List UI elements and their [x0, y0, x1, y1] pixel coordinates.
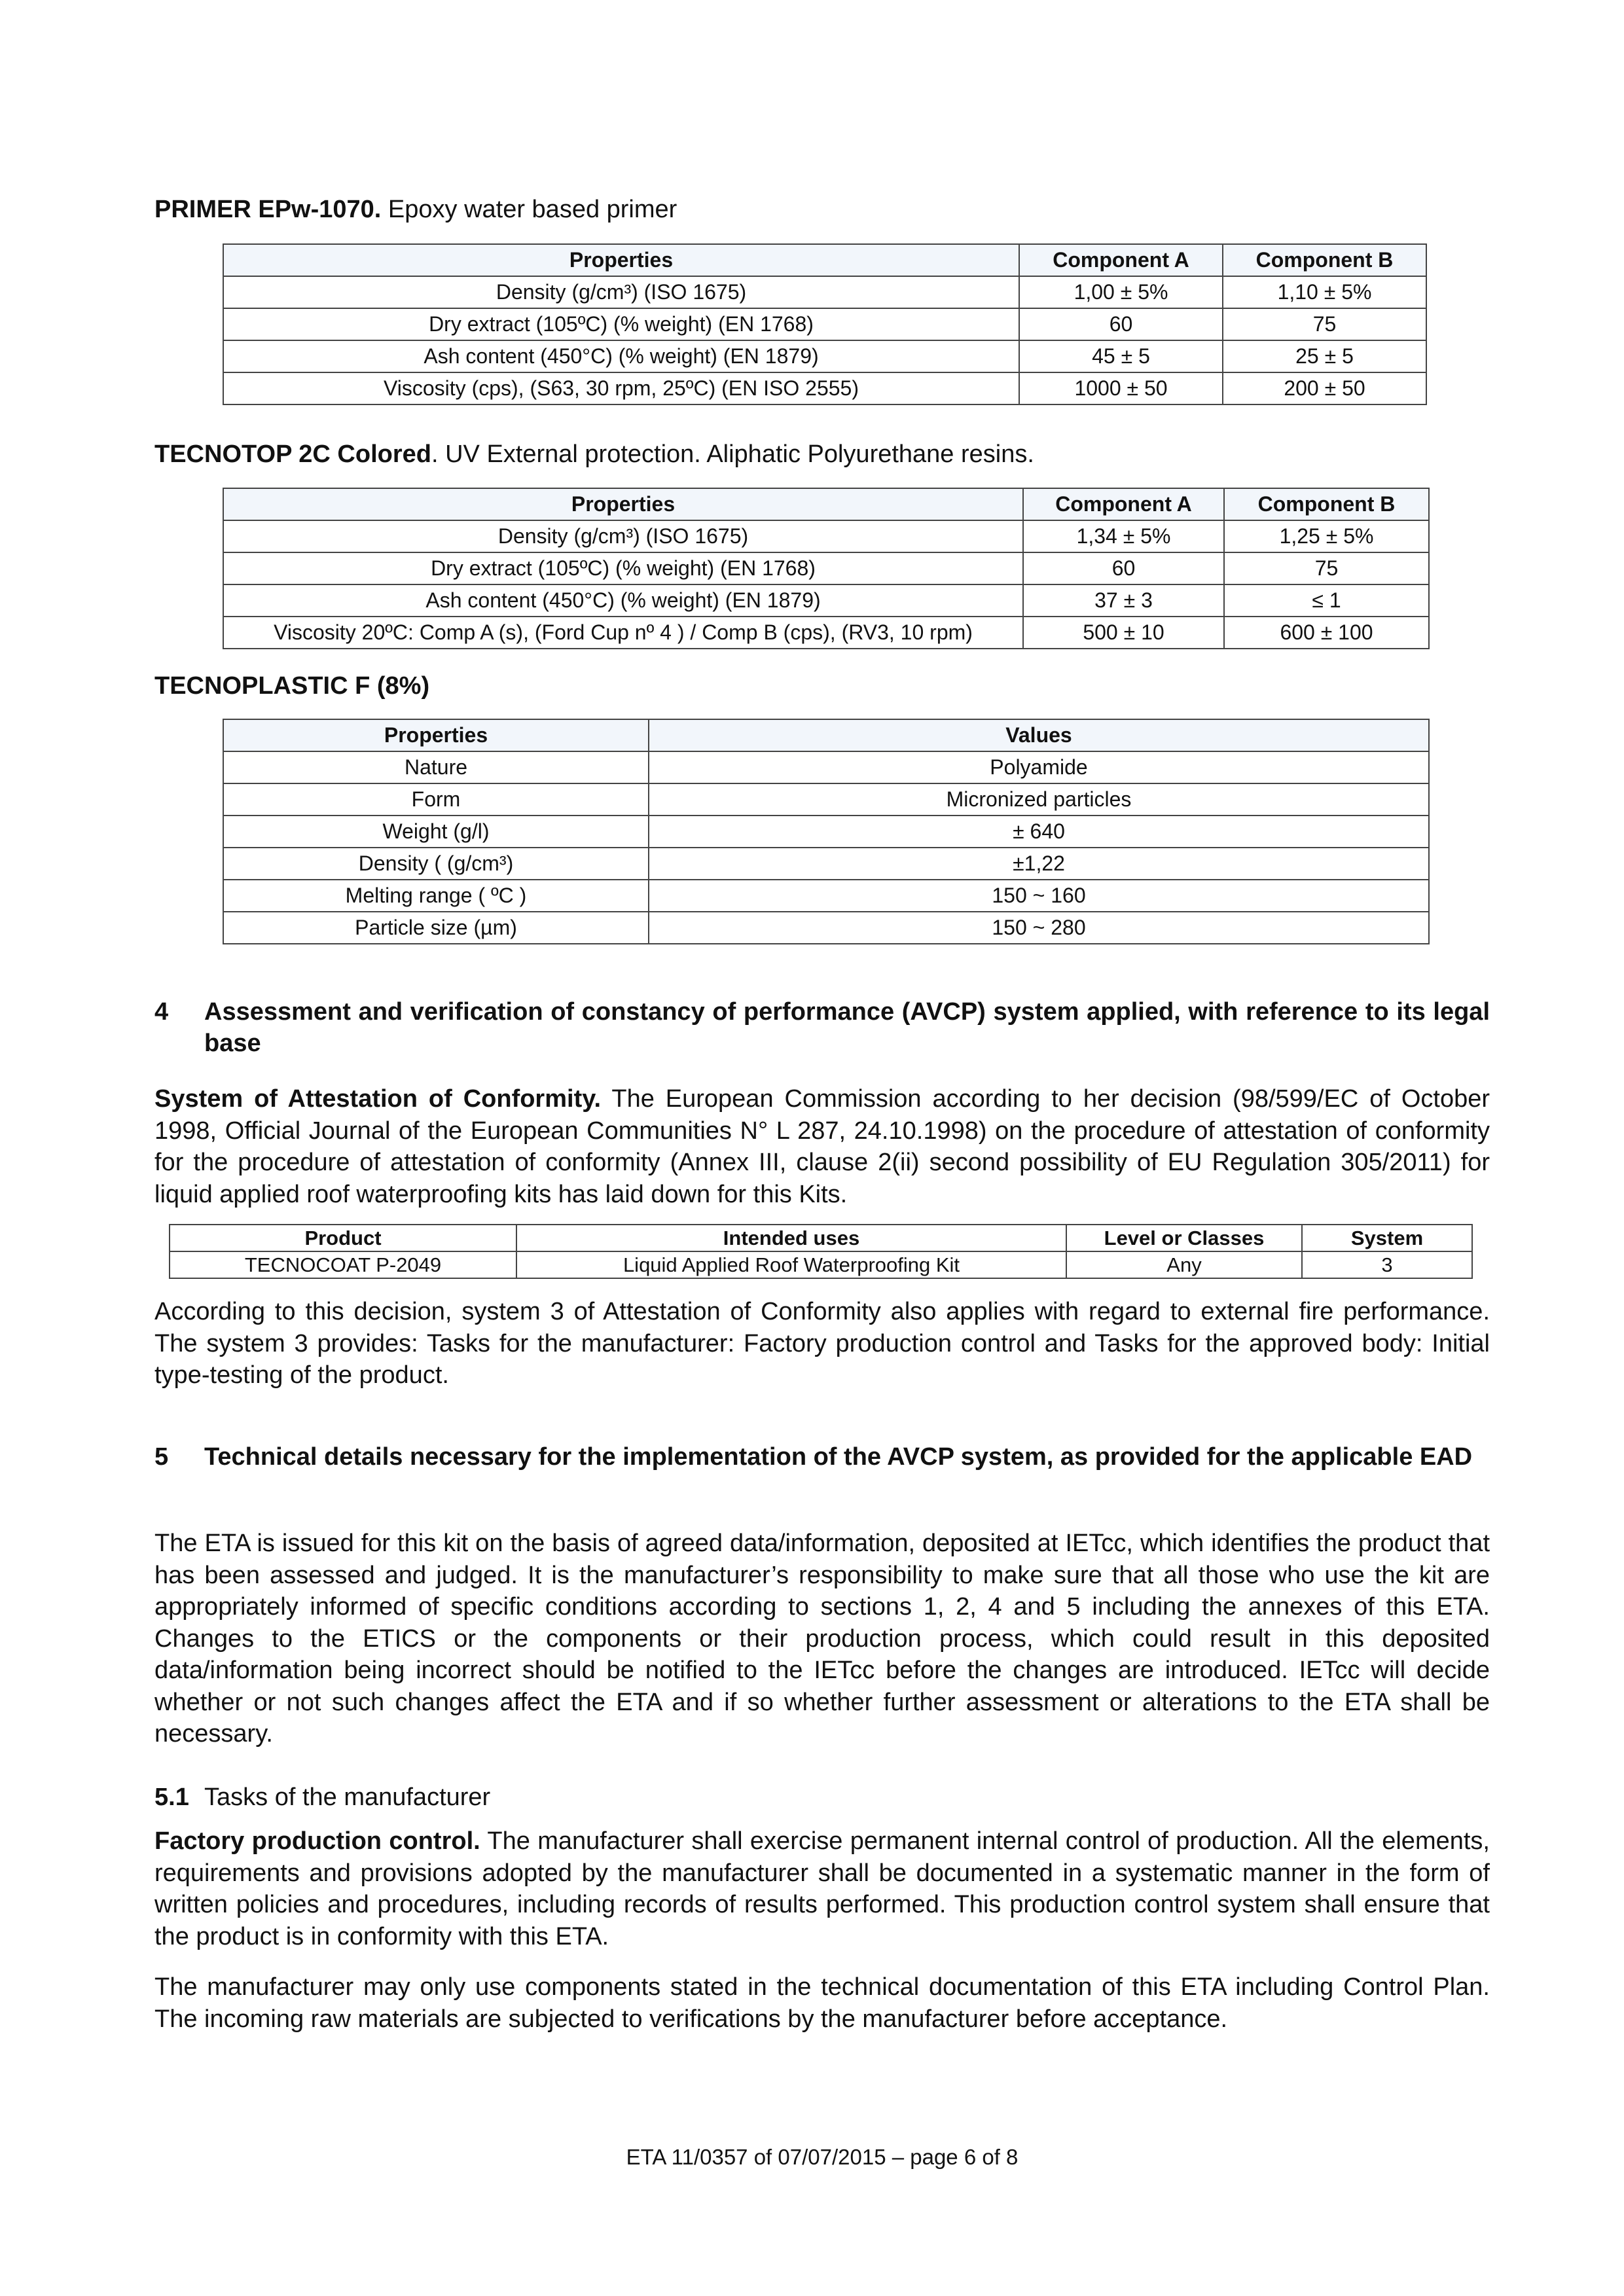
table-cell: Density (g/cm³) (ISO 1675) — [223, 520, 1023, 552]
section-5-heading — [154, 1441, 1490, 1507]
table-cell: 600 ± 100 — [1224, 617, 1429, 649]
table-header: System — [1302, 1225, 1472, 1251]
subsection-number: 5.1 — [154, 1784, 189, 1811]
table-header: Properties — [223, 719, 649, 751]
table-cell: Viscosity 20ºC: Comp A (s), (Ford Cup nº 4 ) / Comp B (cps), (RV3, 10 rpm) — [223, 617, 1023, 649]
tecnotop-table — [223, 488, 1430, 649]
table-cell: 150 ~ 280 — [649, 912, 1429, 944]
table-cell: Ash content (450°C) (% weight) (EN 1879) — [223, 584, 1023, 617]
table-header: Level or Classes — [1066, 1225, 1302, 1251]
table-row — [223, 308, 1426, 340]
table-row — [223, 520, 1429, 552]
table-cell: Viscosity (cps), (S63, 30 rpm, 25ºC) (EN ISO 2555) — [223, 372, 1019, 404]
table-cell: 150 ~ 160 — [649, 880, 1429, 912]
table-cell: 60 — [1023, 552, 1224, 584]
section-4-heading — [154, 996, 1490, 1062]
table-cell: Density ( (g/cm³) — [223, 848, 649, 880]
section-title: Assessment and verification of constancy of performance (AVCP) system applied, with reference to its legal base — [204, 998, 1490, 1057]
tecnoplastic-heading — [154, 670, 429, 702]
table-row — [223, 340, 1426, 372]
table-header-row — [170, 1225, 1472, 1251]
table-cell: Dry extract (105ºC) (% weight) (EN 1768) — [223, 552, 1023, 584]
table-cell: Polyamide — [649, 751, 1429, 783]
table-row — [223, 372, 1426, 404]
table-row — [223, 816, 1429, 848]
table-row — [223, 783, 1429, 816]
table-cell: Nature — [223, 751, 649, 783]
table-header: Values — [649, 719, 1429, 751]
avcp-system-table — [169, 1224, 1473, 1279]
table-header: Component B — [1223, 244, 1426, 276]
table-cell: Form — [223, 783, 649, 816]
table-cell: 1,00 ± 5% — [1019, 276, 1223, 308]
primer-heading — [154, 194, 677, 225]
table-cell: 1000 ± 50 — [1019, 372, 1223, 404]
tecnotop-heading — [154, 439, 1034, 470]
tecnoplastic-title: TECNOPLASTIC F (8%) — [154, 672, 430, 700]
table-header: Properties — [223, 488, 1023, 520]
table-header-row — [223, 488, 1429, 520]
table-cell: 1,25 ± 5% — [1224, 520, 1429, 552]
page-footer: ETA 11/0357 of 07/07/2015 – page 6 of 8 — [626, 2145, 1019, 2169]
table-header-row — [223, 244, 1426, 276]
table-header-row — [223, 719, 1429, 751]
table-cell: Particle size (µm) — [223, 912, 649, 944]
table-cell: Ash content (450°C) (% weight) (EN 1879) — [223, 340, 1019, 372]
table-cell: TECNOCOAT P-2049 — [170, 1251, 516, 1278]
table-row — [223, 912, 1429, 944]
section-number: 5 — [154, 1443, 169, 1471]
subsection-title: Tasks of the manufacturer — [204, 1784, 491, 1811]
table-cell: 45 ± 5 — [1019, 340, 1223, 372]
table-cell: 37 ± 3 — [1023, 584, 1224, 617]
table-cell: ± 640 — [649, 816, 1429, 848]
table-cell: ±1,22 — [649, 848, 1429, 880]
table-row — [170, 1251, 1472, 1278]
table-row — [223, 848, 1429, 880]
table-cell: 25 ± 5 — [1223, 340, 1426, 372]
table-header: Component A — [1019, 244, 1223, 276]
section-number: 4 — [154, 998, 169, 1026]
table-header: Properties — [223, 244, 1019, 276]
table-header: Intended uses — [516, 1225, 1066, 1251]
table-row — [223, 880, 1429, 912]
system-3-paragraph: According to this decision, system 3 of Attestation of Conformity also applies with regard to external fire performance. The system 3 provides: Tasks for the manufacturer: Factory production control and Tasks for the approved body: Initial type-testing of the product. — [154, 1298, 1490, 1389]
table-cell: Liquid Applied Roof Waterproofing Kit — [516, 1251, 1066, 1278]
components-paragraph: The manufacturer may only use components stated in the technical documentation of this ETA including Control Plan. The incoming raw materials are subjected to verifications by the manufacturer before acceptance. — [154, 1973, 1490, 2033]
attestation-paragraph — [154, 1083, 1490, 1210]
table-header: Component B — [1224, 488, 1429, 520]
eta-issued-paragraph: The ETA is issued for this kit on the basis of agreed data/information, deposited at IETcc, which identifies the product that has been assessed and judged. It is the manufacturer’s responsibility to make sure that all those who use the kit are appropriately informed of specific conditions according to sections 1, 2, 4 and 5 including the annexes of this ETA. Changes to the ETICS or the components or their production process, which could result in this deposited data/information being incorrect should be notified to the IETcc before the changes are introduced. IETcc will decide whether or not such changes affect the ETA and if so whether further assessment or alterations to the ETA shall be necessary. — [154, 1530, 1490, 1748]
subsection-5-1-heading — [154, 1782, 490, 1813]
tecnotop-title-bold: TECNOTOP 2C Colored — [154, 440, 431, 468]
factory-control-text: The manufacturer shall exercise permanent internal control of production. All the elements, requirements and provisions adopted by the manufacturer shall be documented in a systematic manner in the form of written policies and procedures, including records of results performed. This production control system shall ensure that the product is in conformity with this ETA. — [154, 1827, 1490, 1950]
table-cell: Dry extract (105ºC) (% weight) (EN 1768) — [223, 308, 1019, 340]
attestation-text: The European Commission according to her decision (98/599/EC of October 1998, Official Journal of the European Communities N° L 287, 24.10.1998) on the procedure of attestation of conformity for the procedure of attestation of conformity (Annex III, clause 2(ii) second possibility of EU Regulation 305/2011) for liquid applied roof waterproofing kits has laid down for this Kits. — [154, 1085, 1490, 1208]
table-cell: 200 ± 50 — [1223, 372, 1426, 404]
primer-title-bold: PRIMER EPw-1070. — [154, 196, 382, 223]
table-header: Product — [170, 1225, 516, 1251]
table-cell: Weight (g/l) — [223, 816, 649, 848]
primer-title-rest: Epoxy water based primer — [381, 196, 677, 223]
table-cell: 1,10 ± 5% — [1223, 276, 1426, 308]
table-row — [223, 552, 1429, 584]
table-row — [223, 751, 1429, 783]
factory-control-lead: Factory production control. — [154, 1827, 480, 1855]
primer-table — [223, 243, 1427, 405]
table-cell: 75 — [1224, 552, 1429, 584]
table-cell: ≤ 1 — [1224, 584, 1429, 617]
table-cell: 500 ± 10 — [1023, 617, 1224, 649]
table-cell: Melting range ( ºC ) — [223, 880, 649, 912]
table-cell: 3 — [1302, 1251, 1472, 1278]
table-cell: 60 — [1019, 308, 1223, 340]
table-cell: Micronized particles — [649, 783, 1429, 816]
factory-control-paragraph — [154, 1825, 1490, 1952]
section-title: Technical details necessary for the implementation of the AVCP system, as provided for the applicable EAD — [204, 1443, 1473, 1471]
table-cell: Any — [1066, 1251, 1302, 1278]
table-row — [223, 276, 1426, 308]
table-cell: 75 — [1223, 308, 1426, 340]
table-cell: Density (g/cm³) (ISO 1675) — [223, 276, 1019, 308]
table-row — [223, 584, 1429, 617]
tecnotop-title-rest: . UV External protection. Aliphatic Polyurethane resins. — [431, 440, 1034, 468]
table-row — [223, 617, 1429, 649]
tecnoplastic-table — [223, 719, 1430, 944]
table-cell: 1,34 ± 5% — [1023, 520, 1224, 552]
table-header: Component A — [1023, 488, 1224, 520]
attestation-lead: System of Attestation of Conformity. — [154, 1085, 602, 1113]
